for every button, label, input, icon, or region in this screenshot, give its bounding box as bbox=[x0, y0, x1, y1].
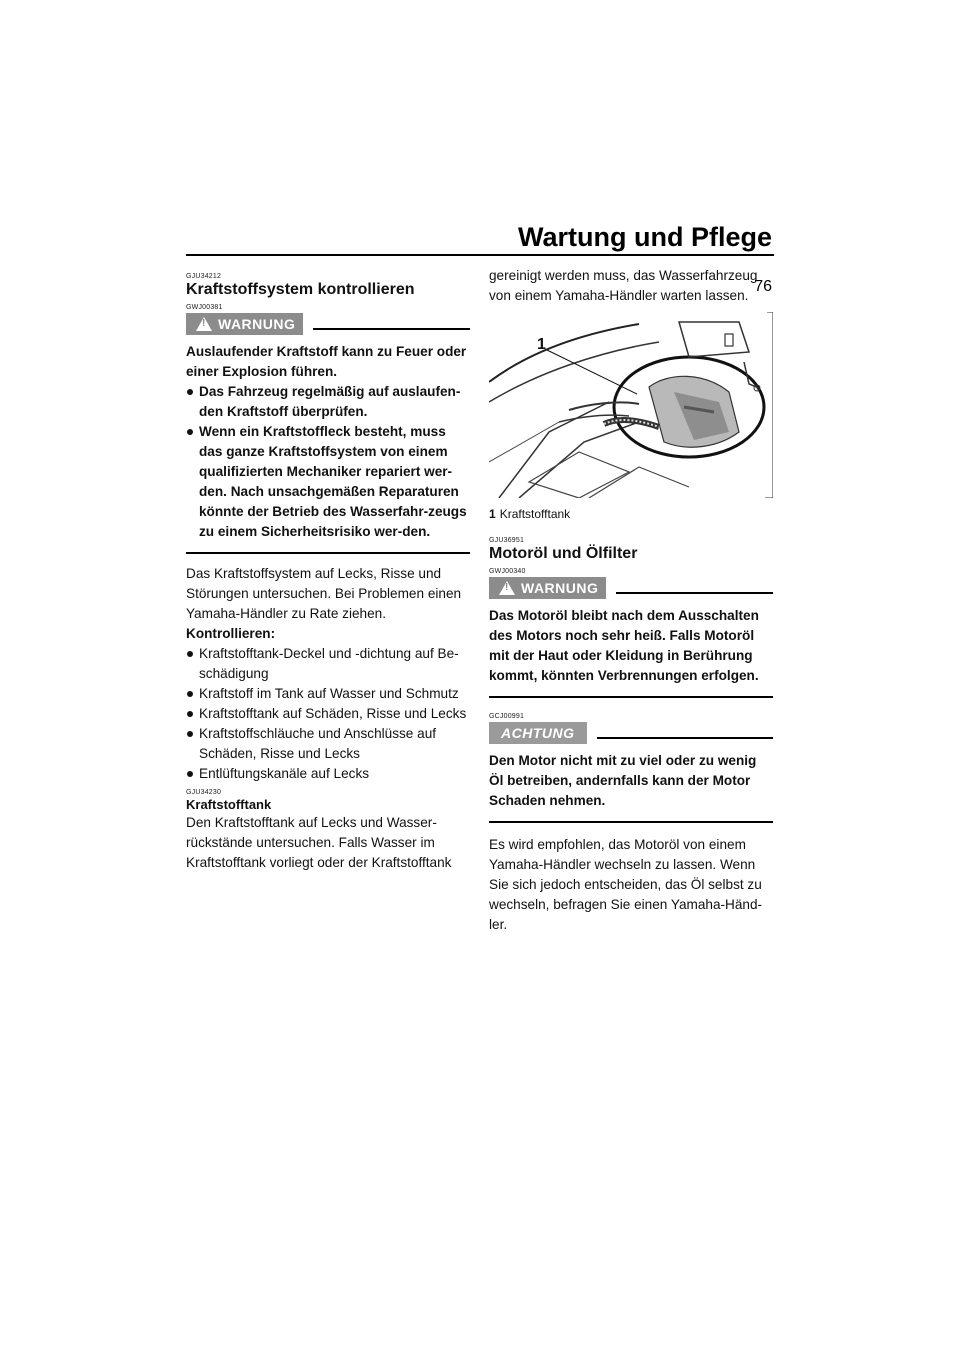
warning-code: GWJ00340 bbox=[489, 568, 526, 575]
figure-fuel-tank bbox=[489, 312, 773, 502]
list-item: Kraftstofftank auf Schäden, Risse und Lecks bbox=[186, 704, 470, 724]
list-item: Entlüftungskanäle auf Lecks bbox=[186, 764, 470, 784]
figure-callout-number: 1 bbox=[537, 336, 546, 353]
bullet-icon bbox=[187, 651, 193, 657]
caution-end-rule bbox=[489, 821, 773, 823]
figure-caption bbox=[489, 506, 773, 522]
bullet-icon bbox=[187, 731, 193, 737]
warning-code: GWJ00381 bbox=[186, 304, 223, 311]
warning-triangle-icon bbox=[499, 581, 515, 595]
warning-lead: Auslaufender Kraftstoff kann zu Feuer oder einer Explosion führen. bbox=[186, 344, 467, 379]
warning-box-oil bbox=[489, 567, 773, 698]
paragraph: Den Kraftstofftank auf Lecks und Wasser-rückstände untersuchen. Falls Wasser im Kraftstofftank vorliegt oder der Kraftstofftank bbox=[186, 815, 452, 870]
list-item: Kraftstoff im Tank auf Wasser und Schmutz bbox=[186, 684, 470, 704]
bullet-icon bbox=[187, 711, 193, 717]
page-header-title: Wartung und Pflege bbox=[518, 222, 772, 252]
warning-triangle-icon bbox=[196, 317, 212, 331]
fuel-tank-illustration bbox=[489, 312, 773, 498]
warning-text: Das Motoröl bleibt nach dem Ausschalten des Motors noch sehr heiß. Falls Motoröl mit der Haut oder Kleidung in Berührung kommt, könnten Verbrennungen erfolgen. bbox=[489, 608, 759, 683]
warning-rule bbox=[616, 592, 773, 594]
warning-badge bbox=[186, 313, 303, 335]
paragraph: Es wird empfohlen, das Motoröl von einem Yamaha-Händler wechseln zu lassen. Wenn Sie sich jedoch entscheiden, das Öl selbst zu wechseln, befragen Sie einen Yamaha-Händ-ler. bbox=[489, 837, 763, 932]
warning-rule bbox=[313, 328, 470, 330]
list-item: Kraftstofftank-Deckel und -dichtung auf Be-schädigung bbox=[186, 644, 470, 684]
section-code: GJU36951 bbox=[489, 537, 525, 544]
bullet-icon bbox=[187, 429, 193, 435]
caution-box-oil bbox=[489, 712, 773, 823]
paragraph: Das Kraftstoffsystem auf Lecks, Risse und Störungen untersuchen. Bei Problemen einen Yamaha-Händler zu Rate ziehen. bbox=[186, 566, 462, 621]
section-title-engine-oil: Motoröl und Ölfilter bbox=[489, 545, 638, 562]
warning-badge bbox=[489, 577, 606, 599]
caption-text: Kraftstofftank bbox=[499, 507, 571, 521]
check-list bbox=[186, 644, 470, 784]
page-number: 76 bbox=[754, 278, 772, 295]
section-code: GJU34212 bbox=[186, 273, 222, 280]
warning-end-rule bbox=[186, 552, 470, 554]
section-code: GJU34230 bbox=[186, 789, 222, 796]
warning-label: WARNUNG bbox=[521, 580, 599, 596]
bullet-icon bbox=[187, 389, 193, 395]
caution-text: Den Motor nicht mit zu viel oder zu wenig Öl betreiben, andernfalls kann der Motor Schaden nehmen. bbox=[489, 753, 757, 808]
warning-box-fuel bbox=[186, 303, 470, 554]
bullet-icon bbox=[187, 691, 193, 697]
list-item: Kraftstoffschläuche und Anschlüsse auf Schäden, Risse und Lecks bbox=[186, 724, 470, 764]
caution-badge bbox=[489, 722, 587, 744]
check-label: Kontrollieren: bbox=[186, 626, 276, 641]
left-column bbox=[186, 272, 470, 873]
section-title-fuel-system: Kraftstoffsystem kontrollieren bbox=[186, 281, 415, 298]
section-title-fuel-tank: Kraftstofftank bbox=[186, 797, 272, 812]
right-column bbox=[489, 268, 773, 935]
header-rule bbox=[186, 254, 774, 256]
caution-code: GCJ00991 bbox=[489, 713, 525, 720]
paragraph: gereinigt werden muss, das Wasserfahrzeug von einem Yamaha-Händler warten lassen. bbox=[489, 268, 758, 303]
list-item: Das Fahrzeug regelmäßig auf auslaufen-den Kraftstoff überprüfen. bbox=[186, 382, 470, 422]
caution-rule bbox=[597, 737, 774, 739]
warning-end-rule bbox=[489, 696, 773, 698]
list-item: Wenn ein Kraftstoffleck besteht, muss das ganze Kraftstoffsystem von einem qualifizierten Mechaniker repariert wer-den. Nach unsachgemäßen Reparaturen könnte der Betrieb des Wasserfahr-zeugs zu einem Sicherheitsrisiko wer-den. bbox=[186, 422, 470, 542]
bullet-icon bbox=[187, 771, 193, 777]
caution-label: ACHTUNG bbox=[501, 725, 575, 741]
warning-label: WARNUNG bbox=[218, 316, 296, 332]
caption-number: 1 bbox=[489, 507, 496, 521]
